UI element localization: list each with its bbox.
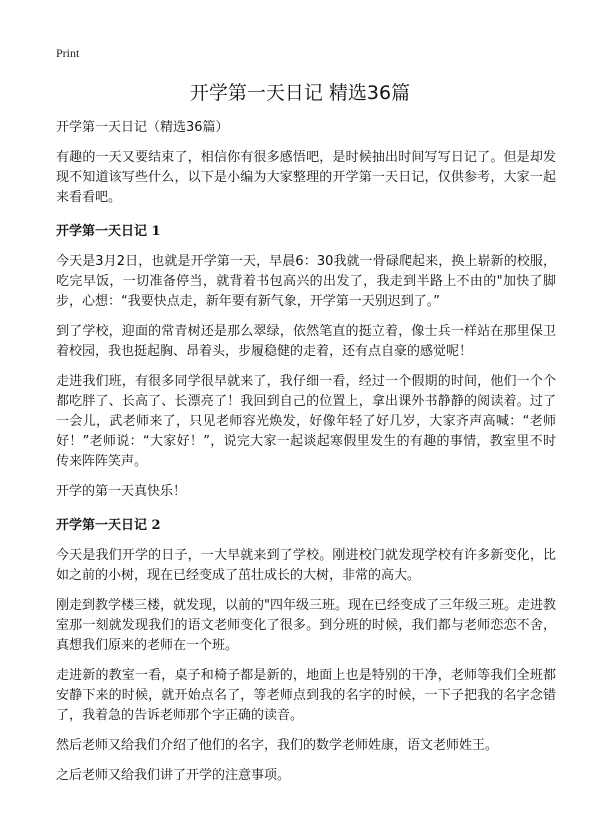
paragraph: 走进新的教室一看，桌子和椅子都是新的，地面上也是特别的干净，老师等我们全班都安静下来的时候，就开始点名了，等老师点到我的名字的时候，一下子把我的名字念错了，我着急的告诉老师那个字正确的读音。: [56, 668, 556, 723]
diary-section-2: [56, 516, 556, 786]
section-heading: 开学第一天日记 1: [56, 224, 161, 239]
article-body: [56, 118, 556, 796]
paragraph: 之后老师又给我们讲了开学的注意事项。: [56, 768, 291, 783]
page-title: 开学第一天日记 精选36篇: [189, 82, 411, 104]
paragraph: 刚走到教学楼三楼，就发现，以前的"四年级三班。现在已经变成了三年级三班。走进教室那一刻就发现我们的语文老师变化了很多。到分班的时候，我们都与老师恋恋不舍，真想我们原来的老师在一个班。: [56, 598, 556, 653]
paragraph: 到了学校，迎面的常青树还是那么翠绿，依然笔直的挺立着，像士兵一样站在那里保卫着校园，我也挺起胸、昂着头，步履稳健的走着，还有点自豪的感觉呢！: [56, 324, 556, 359]
paragraph: 今天是3月2日，也就是开学第一天，早晨6：30我就一骨碌爬起来，换上崭新的校服，吃完早饭，一切准备停当，就背着书包高兴的出发了，我走到半路上不由的"加快了脚步，心想：“我要快点走，新年要有新气象，开学第一天别迟到了。”: [56, 254, 556, 309]
print-label: Print: [56, 46, 80, 60]
diary-section-1: [56, 222, 556, 502]
paragraph: 开学的第一天真快乐！: [56, 484, 187, 499]
intro-paragraph: 有趣的一天又要结束了，相信你有很多感悟吧，是时候抽出时间写写日记了。但是却发现不知道该写些什么，以下是小编为大家整理的开学第一天日记，仅供参考，大家一起来看看吧。: [56, 150, 556, 205]
paragraph: 然后老师又给我们介绍了他们的名字，我们的数学老师姓康，语文老师姓王。: [56, 738, 499, 753]
article-subtitle: 开学第一天日记（精选36篇）: [56, 120, 229, 135]
paragraph: 走进我们班，有很多同学很早就来了，我仔细一看，经过一个假期的时间，他们一个个都吃胖了、长高了、长漂亮了！我回到自己的位置上，拿出课外书静静的阅读着。过了一会儿，武老师来了，只见老师容光焕发，好像年轻了好几岁，大家齐声高喊：“老师好！”老师说：“大家好！”，说完大家一起谈起寒假里发生的有趣的事情，教室里不时传来阵阵笑声。: [56, 374, 556, 469]
paragraph: 今天是我们开学的日子，一大早就来到了学校。刚进校门就发现学校有许多新变化，比如之前的小树，现在已经变成了茁壮成长的大树，非常的高大。: [56, 548, 556, 583]
section-heading: 开学第一天日记 2: [56, 518, 161, 533]
